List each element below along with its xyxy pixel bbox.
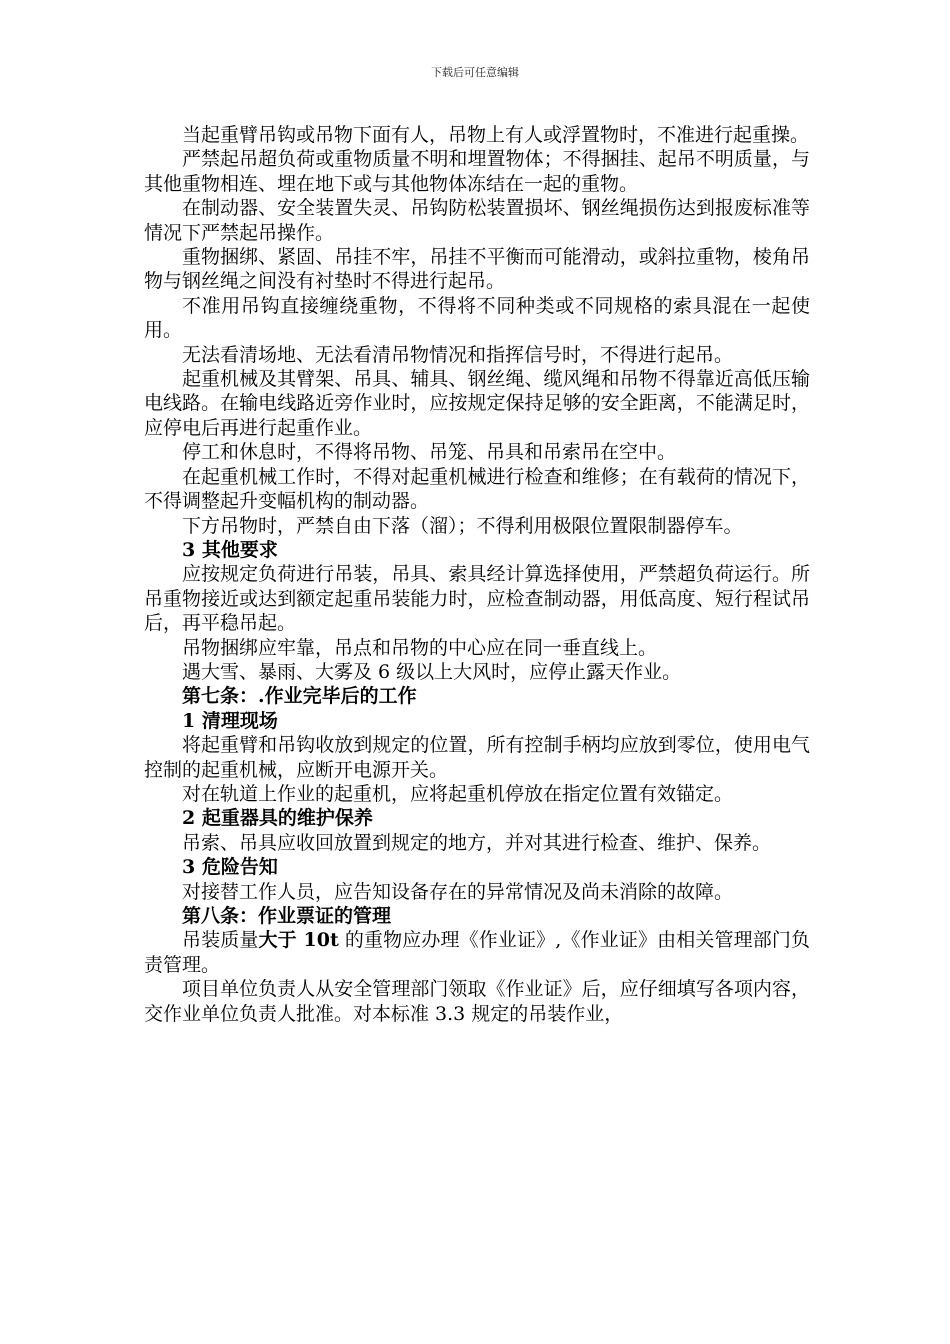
paragraph: 起重机械及其臂架、吊具、辅具、钢丝绳、缆风绳和吊物不得靠近高低压输电线路。在输电线路近旁作业时，应按规定保持足够的安全距离，不能满足时，应停电后再进行起重作业。 bbox=[144, 368, 810, 439]
paragraph: 应按规定负荷进行吊装，吊具、索具经计算选择使用，严禁超负荷运行。所吊重物接近或达到额定起重吊装能力时，应检查制动器，用低高度、短行程试吊后，再平稳吊起。 bbox=[144, 563, 810, 635]
paragraph: 吊物捆绑应牢靠，吊点和吊物的中心应在同一垂直线上。 bbox=[182, 636, 658, 659]
paragraph: 将起重臂和吊钩收放到规定的位置，所有控制手柄均应放到零位，使用电气控制的起重机械，应断开电源开关。 bbox=[144, 734, 810, 781]
paragraph: 下方吊物时，严禁自由下落（溜）；不得利用极限位置限制器停车。 bbox=[182, 514, 743, 537]
paragraph: 对接替工作人员，应告知设备存在的异常情况及尚未消除的故障。 bbox=[182, 880, 734, 903]
paragraph: 不准用吊钩直接缠绕重物，不得将不同种类或不同规格的索具混在一起使用。 bbox=[144, 294, 810, 342]
permit-text-after: 的重物应办理《作业证》,《作业证》由相关管理部门负责管理。 bbox=[144, 929, 810, 976]
section-heading-other-requirements: 3 其他要求 bbox=[182, 538, 278, 561]
document-body bbox=[144, 123, 810, 1026]
paragraph: 吊索、吊具应收回放置到规定的地方，并对其进行检查、维护、保养。 bbox=[182, 831, 772, 854]
paragraph: 对在轨道上作业的起重机，应将起重机停放在指定位置有效锚定。 bbox=[182, 782, 734, 805]
paragraph: 在制动器、安全装置失灵、吊钩防松装置损坏、钢丝绳损伤达到报废标准等情况下严禁起吊操作。 bbox=[144, 197, 810, 244]
section-heading-risk: 3 危险告知 bbox=[182, 856, 278, 879]
paragraph: 遇大雪、暴雨、大雾及 6 级以上大风时，应停止露天作业。 bbox=[182, 660, 682, 683]
paragraph: 严禁起吊超负荷或重物质量不明和埋置物体；不得捆挂、起吊不明质量，与其他重物相连、埋在地下或与其他物体冻结在一起的重物。 bbox=[144, 148, 810, 195]
permit-paragraph bbox=[144, 928, 810, 977]
paragraph: 在起重机械工作时，不得对起重机械进行检查和维修；在有载荷的情况下，不得调整起升变幅机构的制动器。 bbox=[144, 465, 810, 513]
paragraph: 项目单位负责人从安全管理部门领取《作业证》后，应仔细填写各项内容，交作业单位负责人批准。对本标准 3.3 规定的吊装作业， bbox=[144, 978, 810, 1025]
permit-text-bold: 大于 10t bbox=[258, 929, 339, 952]
paragraph: 当起重臂吊钩或吊物下面有人，吊物上有人或浮置物时，不准进行起重操。 bbox=[182, 124, 810, 146]
permit-text-before: 吊装质量 bbox=[182, 929, 259, 952]
section-heading-cleanup: 1 清理现场 bbox=[182, 709, 278, 732]
section-heading-maintenance: 2 起重器具的维护保养 bbox=[182, 807, 373, 830]
paragraph: 停工和休息时，不得将吊物、吊笼、吊具和吊索吊在空中。 bbox=[182, 441, 677, 464]
article-heading-7: 第七条：.作业完毕后的工作 bbox=[182, 685, 417, 708]
page-header: 下载后可任意编辑 bbox=[431, 66, 519, 79]
paragraph: 无法看清场地、无法看清吊物情况和指挥信号时，不得进行起吊。 bbox=[182, 343, 734, 366]
paragraph: 重物捆绑、紧固、吊挂不牢，吊挂不平衡而可能滑动，或斜拉重物，棱角吊物与钢丝绳之间没有衬垫时不得进行起吊。 bbox=[144, 246, 810, 293]
article-heading-8: 第八条：作业票证的管理 bbox=[182, 905, 392, 927]
